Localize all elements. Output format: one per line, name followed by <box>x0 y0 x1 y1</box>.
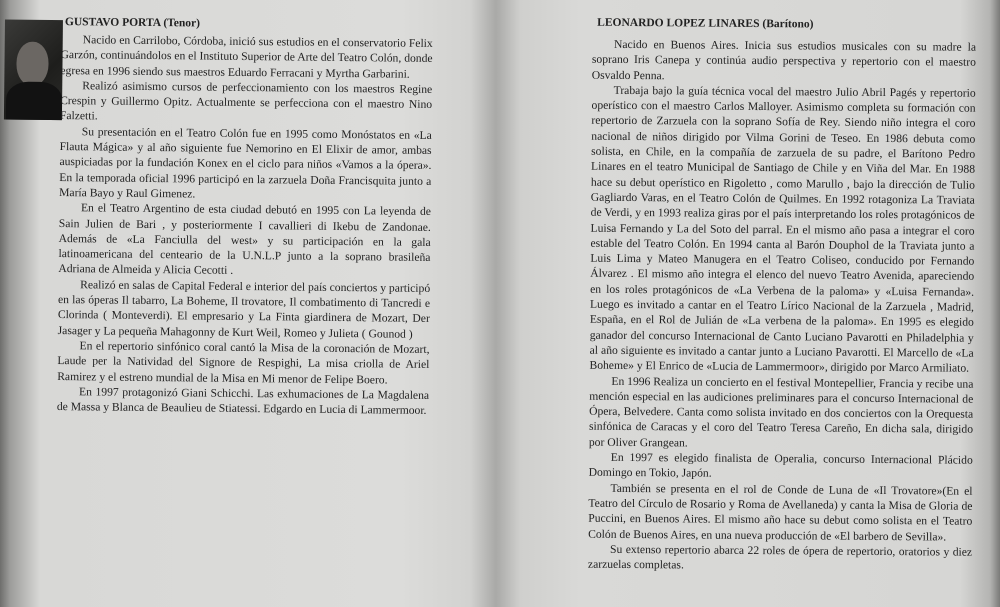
bio-paragraph: En el repertorio sinfónico coral cantó la Misa de la coronación de Mozart, Laude per la Natividad del Signore de Respighi, La misa criolla de Ariel Ramirez y el estreno mundial de la Misa en Mi menor de Felipe Boero. <box>57 339 430 387</box>
bio-paragraph: En 1997 es elegido finalista de Operalia, concurso Internacional Plácido Domingo en Tokio, Japón. <box>588 450 973 480</box>
bio-paragraph: Nacido en Carrilobo, Córdoba, inició sus estudios en el conservatorio Felix Garzón, continuándolos en el Instituto Superior de Arte del Teatro Colón, donde egresa en 1996 siendo sus maestros Eduardo Ferracani y Myrtha Garbarini. <box>60 33 433 81</box>
left-biography <box>57 32 433 418</box>
bio-paragraph: Su extenso repertorio abarca 22 roles de ópera de repertorio, oratorios y diez zarzuelas completas. <box>587 542 973 572</box>
bio-paragraph: Realizó asimismo cursos de perfeccionamiento con los maestros Regine Crespin y Guillermo Opitz. Actualmente se perfecciona con el maestro Nino Falzetti. <box>59 79 433 123</box>
bio-paragraph: Nacido en Buenos Aires. Inicia sus estudios musicales con su madre la soprano Iris Canepa y continúa audio perspectiva y repertorio con el maestro Osvaldo Penna. <box>591 37 977 82</box>
tenor-portrait-photo <box>4 19 63 120</box>
portrait-shoulders <box>6 81 62 120</box>
singer-name: LEONARDO LOPEZ LINARES <box>597 16 760 31</box>
portrait-face <box>16 42 48 86</box>
bio-paragraph: Trabaja bajo la guía técnica vocal del maestro Julio Abril Pagés y repertorio operístico con el maestro Carlos Malloyer. Asimismo completa su formación con repertorio de Zarzuela con la soprano Sofía de Rey. Siendo niño integra el coro nacional de niños dirigido por Vilma Gorini de Teseo. En 1986 debuta como solista, en Chile, en la compañía de zarzuela de su padre, el Barítono Pedro Linares en el teatro Municipal de Santiago de Chile y en Viña del Mar. En 1988 hace su debut operístico en Rigoletto , como Marullo , bajo la dirección de Tulio Gagliardo Varas, en el Teatro Colón de Quilmes. En 1992 rotagoniza La Traviata de Verdi, y en 1993 realiza giras por el país interpretando los roles protagónicos de Luisa Fernando y La del Soto del parral. En el mismo año pasa a integrar el coro estable del Teatro Colón. En 1994 canta al Barón Douphol de la Traviata junto a Luis Lima y Mateo Manugera en el Teatro Coliseo, conducido por Fernando Álvarez . El mismo año integra el elenco del nuevo Teatro Avenida, apareciendo en los roles protagónicos de «La Verbena de la paloma» y «Luisa Fernanda». Luego es invitado a cantar en el Teatro Lírico Nacional de la Zarzuela , Madrid, España, en el Rol de Julián de «La verbena de la paloma». En 1995 es elegido ganador del concurso Internacional de Canto Luciano Pavarotti en Philadelphia y al año siguiente es invitado a cantar junto a Luciano Pavarotti. El Marcello de «La Boheme» y El Enrico de «Lucia de Lammermoor», dirigido por Marco Armiliato. <box>589 83 976 375</box>
left-page <box>0 0 491 607</box>
bio-paragraph: En 1996 Realiza un concierto en el festival Montepellier, Francia y recibe una mención especial en las audiciones preliminares para el concurso Internacional de Ópera, Belvedere. Canta como solista invitado en dos conciertos con la Orequesta sinfónica de Caracas y el coro del Teatro Teresa Careño, En dicha sala, dirigido por Oliver Grangean. <box>588 374 974 450</box>
bio-paragraph: Realizó en salas de Capital Federal e interior del país conciertos y participó en las óperas Il tabarro, La Boheme, Il trovatore, Il combatimento di Tancredi e Clorinda ( Monteverdi). El empresario y La Finta giardinera de Mozart, Der Jasager y La pequeña Mahagonny de Kurt Weil, Romeo y Julieta ( Gounod ) <box>57 278 431 341</box>
bio-paragraph: En el Teatro Argentino de esta ciudad debutó en 1995 con La leyenda de Sain Julien de Bari , y posteriormente I cavallieri di Ikebu de Zandonae. Además de «La Fanciulla del west» y su participación en la gala latinoamericana del centeario de la U.N.L.P junto a la soprano brasileña Adriana de Almeida y Alicia Cecotti . <box>58 201 432 278</box>
right-page <box>508 0 1000 607</box>
singer-voice-type: (Tenor) <box>163 17 201 30</box>
bio-paragraph: También se presenta en el rol de Conde de Luna de «Il Trovatore»(En el Teatro del Círculo de Rosario y Roma de Avellaneda) y canta la Misa de Gloria de Puccini, en Buenos Aires. El mismo año hace su debut como solista en el Teatro Colón de Buenos Aires, en una nueva producción de «El barbero de Sevilla». <box>588 481 973 544</box>
bio-paragraph: Su presentación en el Teatro Colón fue en 1995 como Monóstatos en «La Flauta Mágica» y al año siguiente fue Nemorino en El Elixir de amor, ambas auspiciadas por la fundación Konex en el ciclo para niños «Vamos a la ópera». En la temporada oficial 1996 participó en la zarzuela Doña Francisquita junto a María Bayo y Raul Gimenez. <box>59 125 432 201</box>
right-biography <box>588 37 976 575</box>
left-heading <box>65 16 200 29</box>
right-heading <box>597 17 813 31</box>
bio-paragraph: En 1997 protagonizó Giani Schicchi. Las exhumaciones de La Magdalena de Massa y Blanca de Beaulieu de Stiatessi. Edgardo en Lucia di Lammermoor. <box>56 385 430 418</box>
singer-name: GUSTAVO PORTA <box>64 16 161 30</box>
singer-voice-type: (Barítono) <box>762 18 814 31</box>
